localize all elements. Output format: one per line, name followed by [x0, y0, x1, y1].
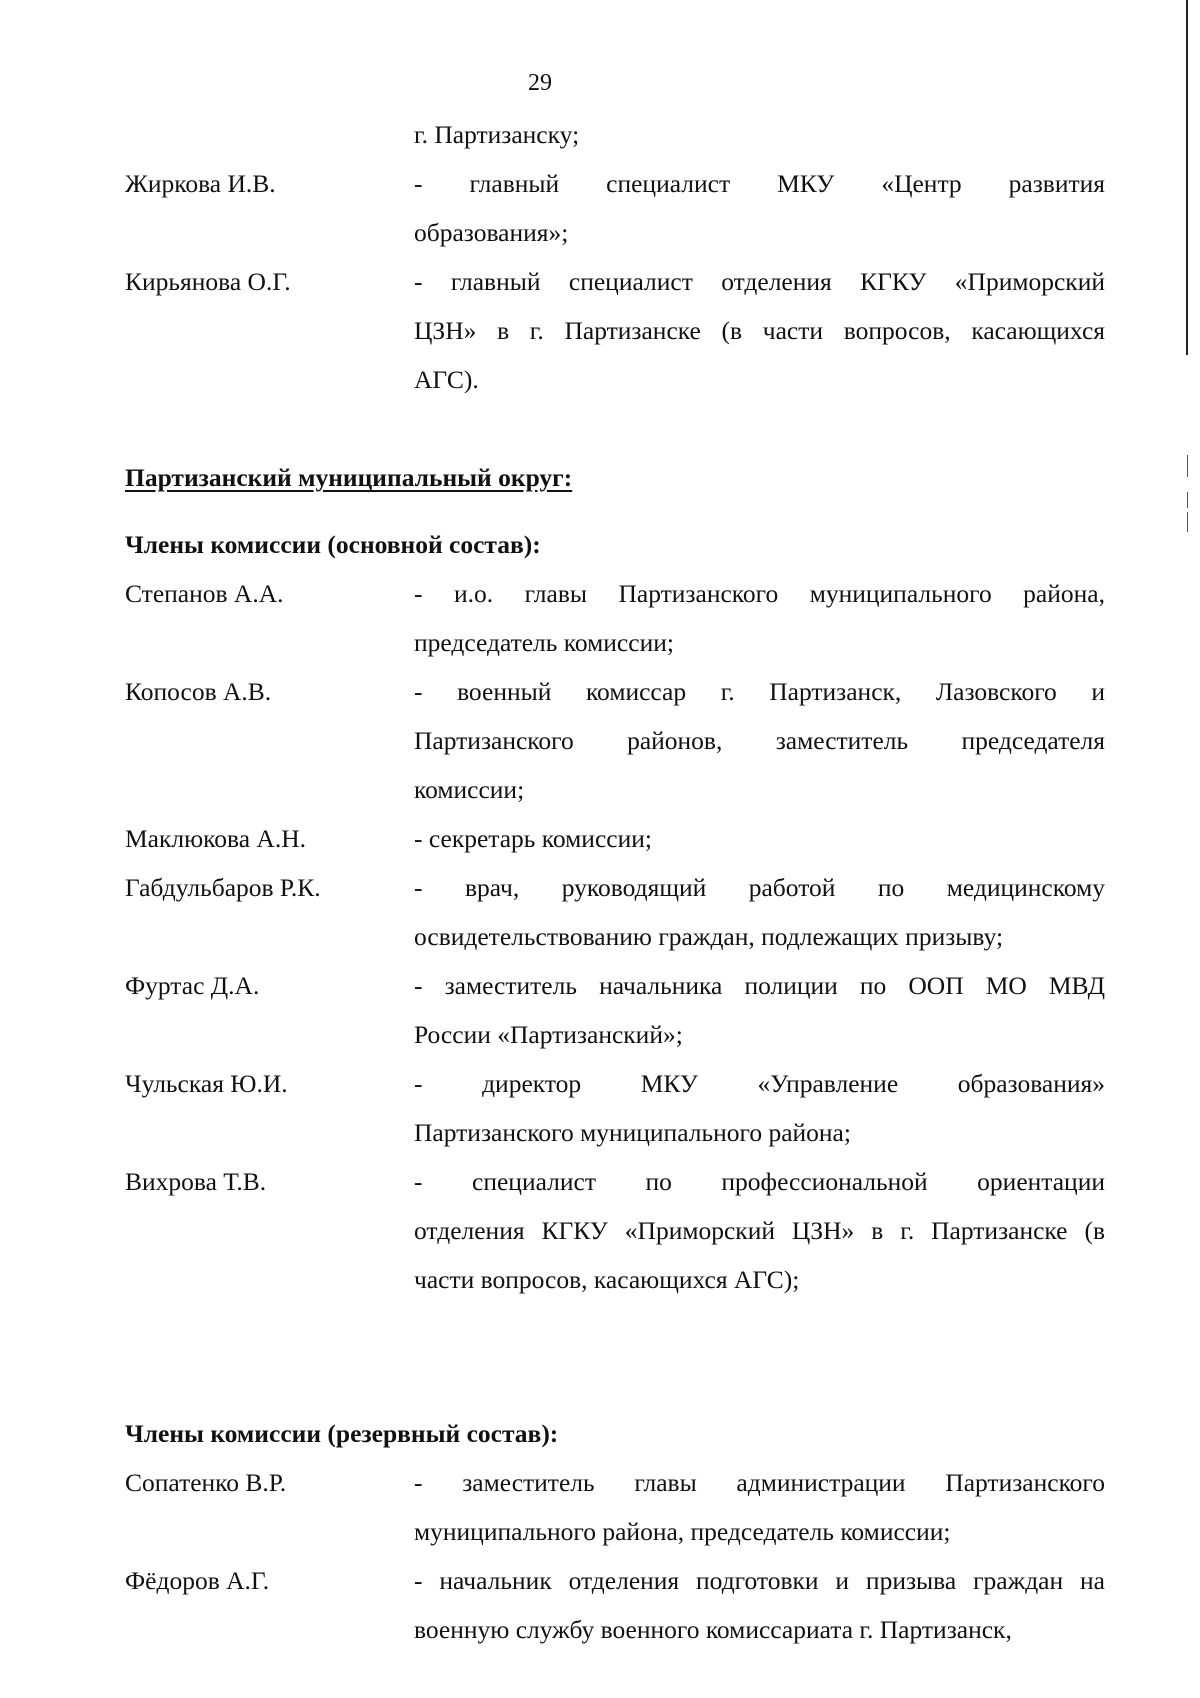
document-body	[125, 110, 1105, 1654]
member-name: Маклюкова А.Н.	[125, 824, 306, 853]
member-row	[125, 863, 1105, 961]
role-line: - секретарь комиссии;	[414, 824, 652, 853]
role-line: России «Партизанский»;	[414, 1020, 683, 1049]
member-name: Кирьянова О.Г.	[125, 267, 291, 296]
member-name: Степанов А.А.	[125, 579, 284, 608]
role-line: АГС).	[414, 365, 479, 394]
member-row	[125, 1157, 1105, 1304]
member-role	[414, 863, 1105, 961]
member-role	[414, 569, 1105, 667]
member-name: Копосов А.В.	[125, 677, 272, 706]
page-number: 29	[528, 70, 552, 96]
member-row	[125, 667, 1105, 814]
role-line: - и.о. главы Партизанского муниципального района,	[414, 579, 1105, 608]
role-line: военную службу военного комиссариата г. Партизанск,	[414, 1615, 1012, 1644]
member-list-reserve	[125, 1458, 1105, 1654]
role-line: - главный специалист МКУ «Центр развития	[414, 169, 1105, 198]
member-row	[125, 1458, 1105, 1556]
member-row	[125, 257, 1105, 404]
member-role	[414, 159, 1105, 257]
member-role	[414, 257, 1105, 404]
member-row	[125, 814, 1105, 863]
member-role	[414, 1556, 1105, 1654]
role-line: - заместитель начальника полиции по ООП МО МВД	[414, 971, 1105, 1000]
member-name: Жиркова И.В.	[125, 169, 276, 198]
main-heading: Члены комиссии (основной состав):	[125, 530, 541, 559]
member-row	[125, 159, 1105, 257]
role-line: председатель комиссии;	[414, 628, 674, 657]
scan-edge-line	[1186, 0, 1188, 355]
role-line: - врач, руководящий работой по медицинскому	[414, 873, 1105, 902]
member-name: Габдульбаров Р.К.	[125, 873, 321, 902]
member-role	[414, 961, 1105, 1059]
continuation-line: г. Партизанску;	[414, 120, 580, 149]
member-row	[125, 569, 1105, 667]
member-list-main	[125, 569, 1105, 1304]
scan-edge-mark	[1187, 512, 1188, 532]
member-name: Чульская Ю.И.	[125, 1069, 288, 1098]
role-line: - заместитель главы администрации Партизанского	[414, 1468, 1105, 1497]
member-role	[414, 814, 1105, 863]
role-line: отделения КГКУ «Приморский ЦЗН» в г. Партизанске (в	[414, 1216, 1105, 1245]
role-line: - специалист по профессиональной ориентации	[414, 1167, 1105, 1196]
role-line: комиссии;	[414, 775, 525, 804]
member-role	[414, 1157, 1105, 1304]
role-line: - начальник отделения подготовки и призыва граждан на	[414, 1566, 1105, 1595]
member-row	[125, 1556, 1105, 1654]
scan-edge-mark	[1187, 492, 1188, 508]
role-line: ЦЗН» в г. Партизанске (в части вопросов, касающихся	[414, 316, 1105, 345]
member-name: Сопатенко В.Р.	[125, 1468, 287, 1497]
member-name: Фёдоров А.Г.	[125, 1566, 270, 1595]
reserve-heading: Члены комиссии (резервный состав):	[125, 1419, 559, 1448]
role-line: Партизанского муниципального района;	[414, 1118, 851, 1147]
member-list-top	[125, 159, 1105, 404]
role-line: - военный комиссар г. Партизанск, Лазовского и	[414, 677, 1105, 706]
member-name: Фуртас Д.А.	[125, 971, 260, 1000]
member-row	[125, 1059, 1105, 1157]
role-line: муниципального района, председатель комиссии;	[414, 1517, 951, 1546]
member-role	[414, 1059, 1105, 1157]
member-role	[414, 667, 1105, 814]
scan-edge-mark	[1187, 455, 1188, 477]
member-row	[125, 961, 1105, 1059]
role-line: - главный специалист отделения КГКУ «Приморский	[414, 267, 1105, 296]
member-role	[414, 1458, 1105, 1556]
role-line: части вопросов, касающихся АГС);	[414, 1265, 800, 1294]
role-line: образования»;	[414, 218, 569, 247]
role-line: Партизанского районов, заместитель председателя	[414, 726, 1105, 755]
section-title: Партизанский муниципальный округ:	[125, 463, 573, 492]
role-line: освидетельствованию граждан, подлежащих призыву;	[414, 922, 1004, 951]
member-name: Вихрова Т.В.	[125, 1167, 267, 1196]
role-line: - директор МКУ «Управление образования»	[414, 1069, 1105, 1098]
